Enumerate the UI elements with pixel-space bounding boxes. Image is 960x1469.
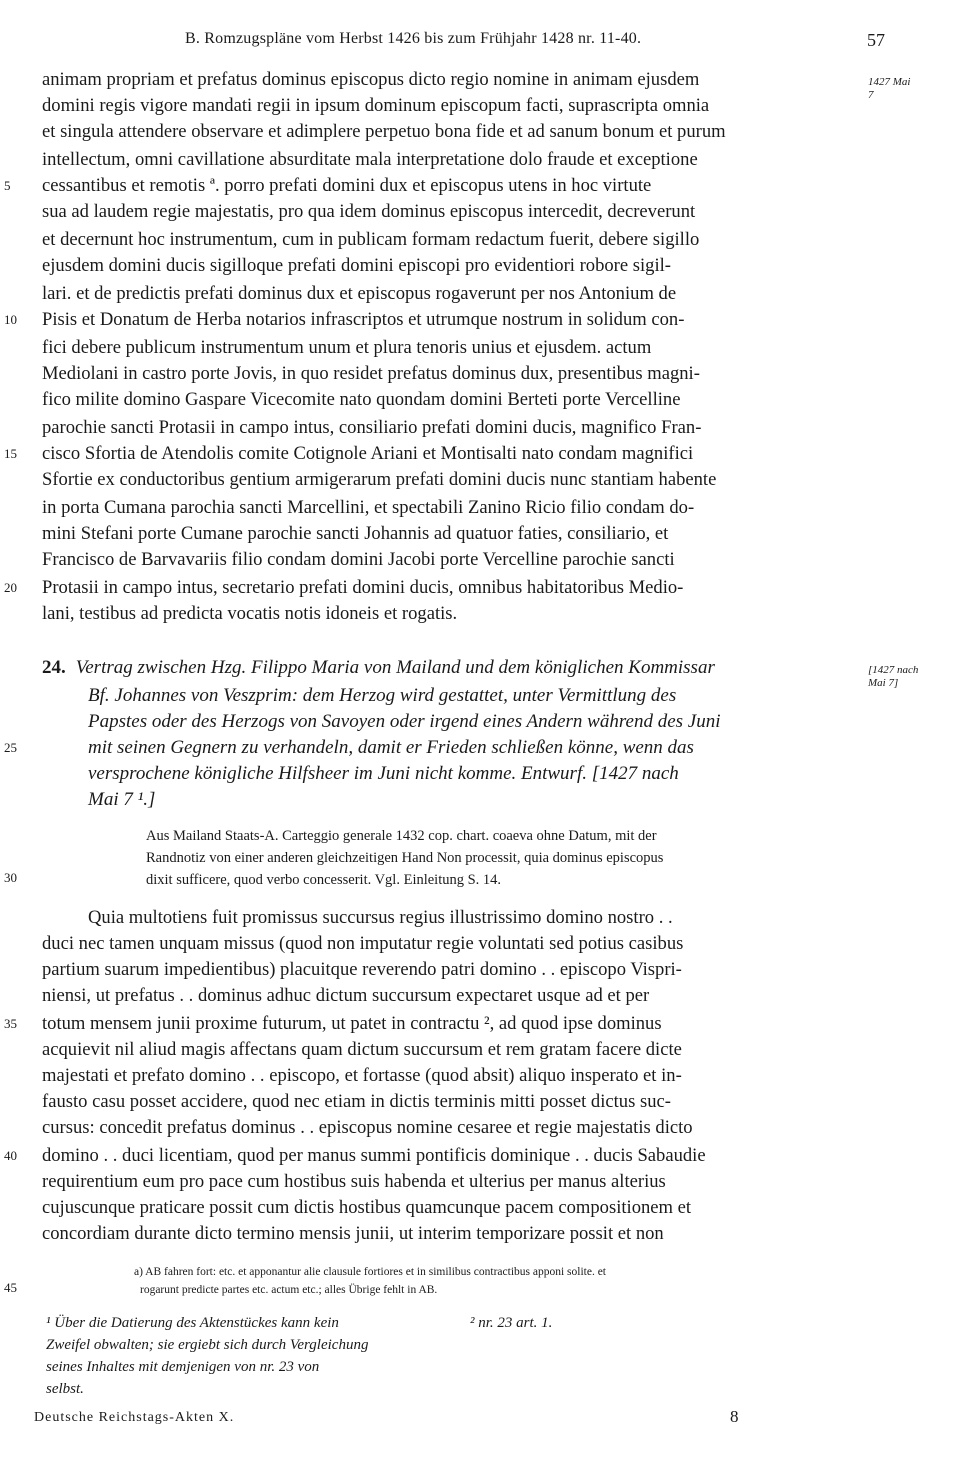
body-line: partium suarum impedientibus) placuitque reverendo patri domino . . episcopo Vispri- [42,959,682,980]
body-line: Protasii in campo intus, secretario prefati domini ducis, omnibus habitatoribus Medio- [42,577,684,598]
body-line: in porta Cumana parochia sancti Marcellini, et spectabili Zanino Ricio filio condam do- [42,497,695,518]
body-line: cessantibus et remotis ª. porro prefati domini dux et episcopus utens in hoc virtute [42,175,652,196]
footer-series-title: Deutsche Reichstags-Akten X. [34,1410,235,1425]
body-line: requirentium eum pro pace cum hostibus suis habenda et ulterius per manus alterius [42,1171,666,1192]
body-line: Quia multotiens fuit promissus succursus regius illustrissimo domino nostro . . [88,907,673,928]
footnote-1-line: seines Inhaltes mit demjenigen von nr. 23 von [46,1359,320,1375]
line-number: 15 [4,446,17,461]
section-title-line [42,656,862,680]
body-line: Pisis et Donatum de Herba notarios infrascriptos et utrumque nostrum in solidum con- [42,309,685,330]
body-line: majestati et prefato domino . . episcopo, et fortasse (quod absit) aliquo insperato et in- [42,1065,682,1086]
footer-signature-number: 8 [730,1407,739,1426]
section-title-line: Bf. Johannes von Veszprim: dem Herzog wird gestattet, unter Vermittlung des [88,685,677,706]
footnote-a-line: a) AB fahren fort: etc. et apponantur alie clausule fortiores et in similibus contractibus apponi solite. et [134,1266,606,1278]
line-number: 25 [4,740,17,755]
running-title: B. Romzugspläne vom Herbst 1426 bis zum Frühjahr 1428 nr. 11-40. [185,30,642,47]
body-line: fausto casu posset accidere, quod nec etiam in dictis terminis mitti posset dictus suc- [42,1091,671,1112]
body-line: parochie sancti Protasii in campo intus, consiliario prefati domini ducis, magnifico Fran- [42,417,702,438]
body-line: lani, testibus ad predicta vocatis notis idoneis et rogatis. [42,603,458,624]
line-number: 20 [4,580,17,595]
source-note-line: Aus Mailand Staats-A. Carteggio generale 1432 cop. chart. coaeva ohne Datum, mit der [146,828,657,844]
section-title-line: Papstes oder des Herzogs von Savoyen oder irgend eines Andern während des Juni [88,711,721,732]
source-note-line: Randnotiz von einer anderen gleichzeitigen Hand Non processit, quia dominus episcopus [146,850,664,866]
page-header [40,30,895,58]
footnote-a-line: rogarunt predicte partes etc. actum etc.; alles Übrige fehlt in AB. [140,1284,438,1296]
body-line: acquievit nil aliud magis affectans quam dictum succursum et rem gratam facere dicte [42,1039,682,1060]
margin-date-note: [1427 nach Mai 7] [868,664,919,689]
body-line: fici debere publicum instrumentum unum et plura tenoris unius et ejusdem. actum [42,337,652,358]
footnote-2: ² nr. 23 art. 1. [470,1315,553,1331]
body-line: Sfortie ex conductoribus gentium armigerarum prefati domini ducis nunc stantiam habente [42,469,717,490]
line-number: 5 [4,178,11,193]
section-title-line: Mai 7 ¹.] [88,789,156,810]
footnote-1 [46,1312,446,1400]
body-line: fico milite domino Gaspare Vicecomite nato quondam domini Berteti porte Vercelline [42,389,681,410]
footnote-1-line: ¹ Über die Datierung des Aktenstückes kann kein [46,1315,339,1331]
section-number: 24. [42,657,66,678]
line-number: 30 [4,870,17,885]
footnote-1-line: Zweifel obwalten; sie ergiebt sich durch Vergleichung [46,1337,369,1353]
section-title-text: Vertrag zwischen Hzg. Filippo Maria von Mailand und dem königlichen Kommissar [75,657,715,678]
body-line: et singula attendere observare et adimplere perpetuo bona fide et ad sanum bonum et purum [42,121,726,142]
body-line: domini regis vigore mandati regii in ipsum dominum episcopum facti, suprascripta omnia [42,95,710,116]
line-number: 10 [4,312,17,327]
body-line: et decernunt hoc instrumentum, cum in publicam formam redactum fuerit, debere sigillo [42,229,700,250]
body-line: cisco Sfortia de Atendolis comite Cotignole Ariani et Montisalti nato condam magnifici [42,443,694,464]
margin-date-note: 1427 Mai 7 [868,76,911,101]
body-line: concordiam durante dicto termino mensis junii, ut interim temporizare possit et non [42,1223,664,1244]
body-line: cujuscunque praticare possit cum dictis hostibus quamcunque pacem compositionem et [42,1197,692,1218]
section-title-line: versprochene königliche Hilfsheer im Juni nicht komme. Entwurf. [1427 nach [88,763,679,784]
footnote-1-line: selbst. [46,1381,84,1397]
body-line: domino . . duci licentiam, quod per manus summi pontificis dominique . . ducis Sabaudie [42,1145,706,1166]
body-line: mini Stefani porte Cumane parochie sancti Johannis ad quatuor faties, consiliario, et [42,523,669,544]
line-number: 45 [4,1280,17,1295]
section-title-line: mit seinen Gegnern zu verhandeln, damit er Frieden schließen könne, wenn das [88,737,694,758]
body-line: duci nec tamen unquam missus (quod non imputatur regie voluntati sed potius casibus [42,933,684,954]
body-line: Francisco de Barvavariis filio condam domini Jacobi porte Vercelline parochie sancti [42,549,675,570]
body-line: animam propriam et prefatus dominus episcopus dicto regio nomine in animam ejusdem [42,69,700,90]
body-line: totum mensem junii proxime futurum, ut patet in contractu ², ad quod ipse dominus [42,1013,662,1034]
body-line: Mediolani in castro porte Jovis, in quo residet prefatus dominus dux, presentibus magni- [42,363,700,384]
body-line: lari. et de predictis prefati dominus dux et episcopus rogaverunt per nos Antonium de [42,283,677,304]
body-line: cursus: concedit prefatus dominus . . episcopus nomine cesaree et regie majestatis dicto [42,1117,693,1138]
body-line: intellectum, omni cavillatione absurditate mala interpretatione dolo fraude et exceptione [42,149,698,170]
body-line: sua ad laudem regie majestatis, pro qua idem dominus episcopus intercedit, decreverunt [42,201,696,222]
line-number: 40 [4,1148,17,1163]
page-number: 57 [867,30,885,50]
source-note-line: dixit sufficere, quod verbo concesserit. Vgl. Einleitung S. 14. [146,872,502,888]
body-line: niensi, ut prefatus . . dominus adhuc dictum succursum expectaret usque ad et per [42,985,650,1006]
line-number: 35 [4,1016,17,1031]
body-line: ejusdem domini ducis sigilloque prefati domini episcopi pro evidentiori robore sigil- [42,255,671,276]
